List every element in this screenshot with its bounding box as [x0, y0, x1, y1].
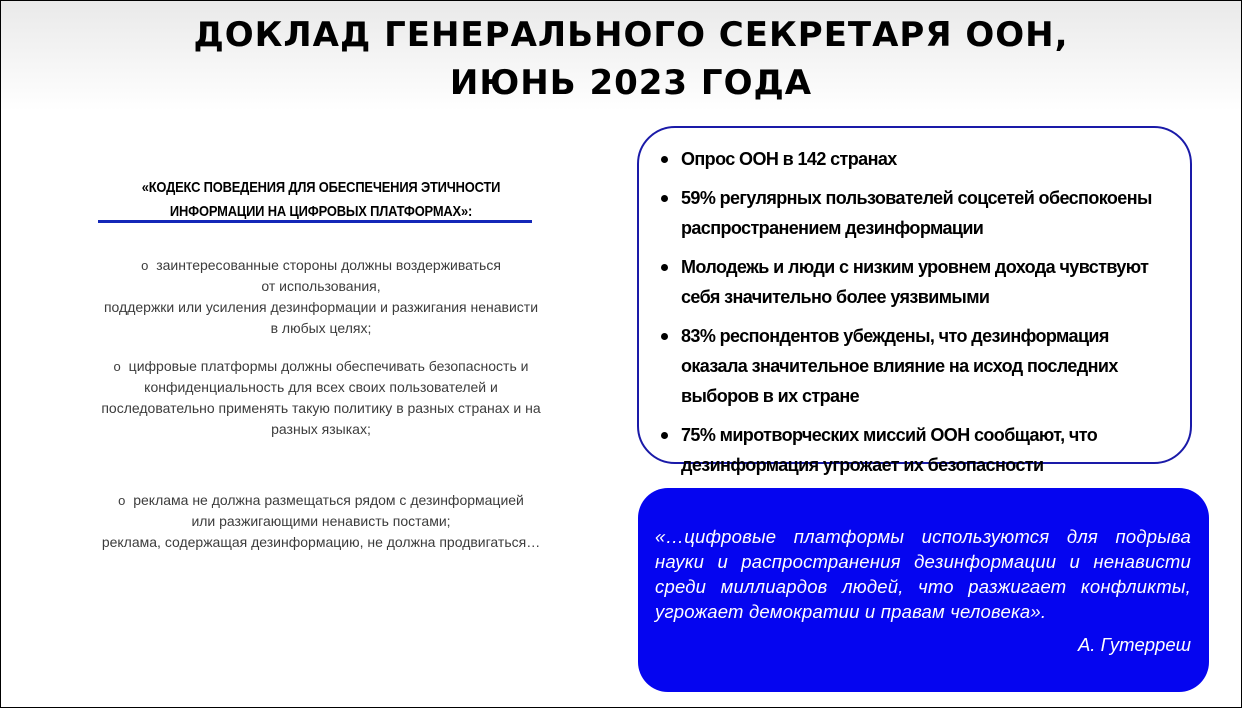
circle-bullet-icon: o [118, 493, 126, 508]
code-of-conduct-heading: «КОДЕКС ПОВЕДЕНИЯ ДЛЯ ОБЕСПЕЧЕНИЯ ЭТИЧНОСТИ ИНФОРМАЦИИ НА ЦИФРОВЫХ ПЛАТФОРМАХ»: [141, 179, 501, 220]
rule-line: заинтересованные стороны должны воздерживаться [156, 257, 501, 273]
survey-stats-box [637, 126, 1192, 475]
rule-line: реклама, содержащая дезинформацию, не должна продвигаться… [101, 534, 541, 550]
stats-item: Молодежь и люди с низким уровнем дохода чувствуют себя значительно более уязвимыми [661, 252, 1172, 312]
stats-item: 59% регулярных пользователей соцсетей обеспокоены распространением дезинформации [661, 183, 1172, 243]
quote-text: «…цифровые платформы используются для подрыва науки и распространения дезинформации и ненависти среди миллиардов людей, что разжигает конфликты, угрожает демократии и правам человека». [655, 526, 1191, 622]
rule-line: от использования, [261, 278, 381, 294]
rule-line: последовательно применять такую политику в разных странах и на [101, 400, 541, 416]
heading-underline [98, 220, 532, 223]
rule-line: цифровые платформы должны обеспечивать безопасность и [128, 358, 529, 374]
slide-title-line-1: ДОКЛАД ГЕНЕРАЛЬНОГО СЕКРЕТАРЯ ООН, [193, 15, 1069, 55]
code-rule-2 [61, 356, 581, 440]
quote-author: А. Гутерреш [1077, 634, 1191, 655]
stats-item: 83% респондентов убеждены, что дезинформация оказала значительное влияние на исход последних выборов в их стране [661, 321, 1172, 411]
circle-bullet-icon: o [141, 258, 149, 273]
survey-stats-list [639, 128, 1190, 480]
code-rule-3 [61, 490, 581, 553]
quote-box [638, 488, 1209, 692]
stats-item: 75% миротворческих миссий ООН сообщают, что дезинформация угрожает их безопасности [661, 420, 1172, 480]
rule-line: реклама не должна размещаться рядом с дезинформацией [133, 492, 524, 508]
slide-title-line-2: ИЮНЬ 2023 ГОДА [449, 63, 813, 103]
rule-line: конфиденциальность для всех своих пользователей и [144, 379, 498, 395]
rule-line: или разжигающими ненависть постами; [191, 513, 451, 529]
circle-bullet-icon: o [113, 359, 121, 374]
stats-item: Опрос ООН в 142 странах [661, 144, 1172, 174]
code-rule-1 [61, 255, 581, 339]
slide-title [61, 11, 1201, 107]
rule-line: поддержки или усиления дезинформации и разжигания ненависти [103, 299, 539, 315]
rule-line: в любых целях; [270, 320, 372, 336]
rule-line: разных языках; [271, 421, 371, 437]
